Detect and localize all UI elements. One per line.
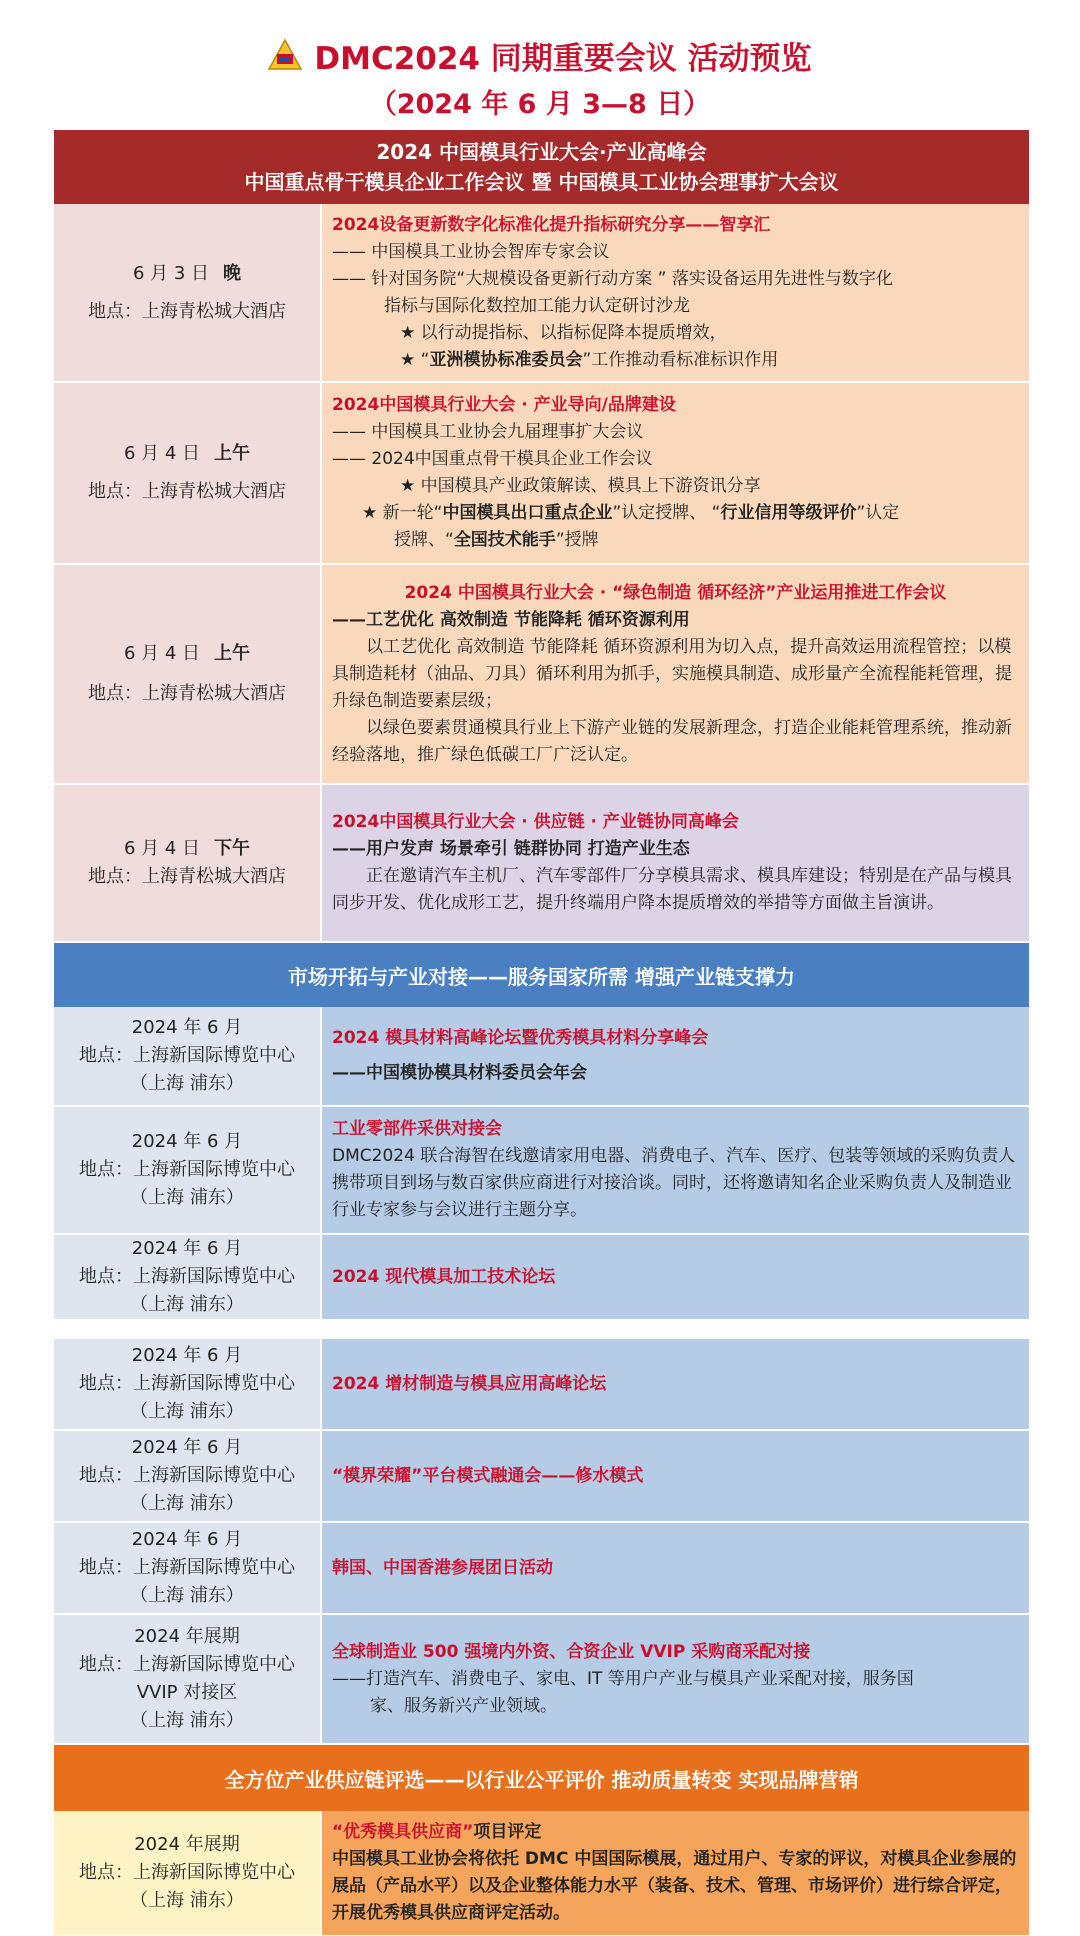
- event-heading: 韩国、中国香港参展团日活动: [332, 1557, 553, 1578]
- event-subheading: ——工艺优化 高效制造 节能降耗 循环资源利用: [332, 609, 690, 630]
- event-zone: VVIP 对接区: [136, 1682, 238, 1703]
- event-line: —— 2024中国重点骨干模具企业工作会议: [332, 449, 653, 469]
- event-paragraph: 正在邀请汽车主机厂、汽车零部件厂分享模具需求、模具库建设；特别是在产品与模具同步开发、优化成形工艺，提升终端用户降本提质增效的举措等方面做主旨演讲。: [332, 866, 1012, 913]
- event-time-venue: [54, 1339, 322, 1429]
- event-paragraph: DMC2024 联合海智在线邀请家用电器、消费电子、汽车、医疗、包装等领域的采购负责人携带项目到场与数百家供应商进行对接洽谈。同时，还将邀请知名企业采购负责人及制造业行业专家参与会议进行主题分享。: [332, 1146, 1016, 1220]
- event-text: ”认定: [856, 503, 900, 523]
- event-time-venue: [54, 785, 322, 941]
- event-heading: 2024 增材制造与模具应用高峰论坛: [332, 1373, 607, 1394]
- event-date: 2024 年 6 月: [131, 1529, 243, 1550]
- event-time-venue: [54, 1431, 322, 1521]
- band-line: 中国重点骨干模具企业工作会议 暨 中国模具工业协会理事扩大会议: [244, 170, 839, 194]
- event-date: 2024 年展期: [134, 1834, 240, 1855]
- event-time-venue: [54, 1235, 322, 1319]
- event-district: （上海 浦东）: [130, 1187, 244, 1208]
- event-district: （上海 浦东）: [130, 1890, 244, 1911]
- event-details: [322, 383, 1029, 563]
- table-row: [54, 1235, 1029, 1321]
- event-heading: “模界荣耀”平台模式融通会——修水模式: [332, 1465, 644, 1486]
- event-venue: 地点：上海新国际博览中心: [79, 1557, 295, 1578]
- event-time-venue: [54, 1811, 322, 1935]
- event-district: （上海 浦东）: [130, 1493, 244, 1514]
- event-venue: 地点：上海新国际博览中心: [79, 1465, 295, 1486]
- event-district: （上海 浦东）: [130, 1401, 244, 1422]
- event-date: 6 月 4 日: [123, 443, 201, 464]
- event-district: （上海 浦东）: [130, 1710, 244, 1731]
- event-heading: 全球制造业 500 强境内外资、合资企业 VVIP 采购商采配对接: [332, 1641, 811, 1662]
- event-paragraph: 以工艺优化 高效制造 节能降耗 循环资源利用为切入点，提升高效运用流程管控；以模具制造耗材（油品、刀具）循环利用为抓手，实施模具制造、成形量产全流程能耗管理，提升绿色制造要素层级；: [332, 636, 1012, 711]
- event-line: 家、服务新兴产业领域。: [370, 1695, 557, 1716]
- event-details: [322, 1431, 1029, 1521]
- event-details: [322, 1107, 1029, 1233]
- event-date: 2024 年 6 月: [131, 1345, 243, 1366]
- event-subheading: ——中国模协模具材料委员会年会: [332, 1063, 587, 1083]
- event-heading: 工业零部件采供对接会: [332, 1119, 502, 1139]
- event-time-venue: [54, 1523, 322, 1613]
- band-line: 2024 中国模具行业大会·产业高峰会: [376, 140, 707, 164]
- event-venue: 地点：上海新国际博览中心: [79, 1159, 295, 1180]
- event-paragraph: 以绿色要素贯通模具行业上下游产业链的发展新理念，打造企业能耗管理系统，推动新经验落地，推广绿色低碳工厂广泛认定。: [332, 717, 1012, 765]
- event-text-bold: 全国技术能手: [453, 530, 556, 550]
- event-time-venue: [54, 383, 322, 563]
- table-row: [54, 565, 1029, 785]
- table-row: [54, 1339, 1029, 1431]
- event-date: 2024 年 6 月: [131, 1017, 243, 1038]
- event-district: （上海 浦东）: [130, 1073, 244, 1094]
- event-heading: 2024中国模具行业大会 · 产业导向/品牌建设: [332, 395, 676, 415]
- event-text: ”工作推动看标准标识作用: [582, 349, 779, 370]
- section-band-conference: [54, 130, 1029, 204]
- event-heading: 2024 模具材料高峰论坛暨优秀模具材料分享峰会: [332, 1028, 709, 1048]
- event-venue: 地点：上海新国际博览中心: [79, 1266, 295, 1287]
- page-title: DMC2024 同期重要会议 活动预览: [314, 40, 812, 77]
- event-details: [322, 1811, 1029, 1935]
- event-heading: 2024 现代模具加工技术论坛: [332, 1266, 556, 1287]
- event-district: （上海 浦东）: [130, 1585, 244, 1606]
- page-header: [0, 30, 1080, 121]
- event-details: [322, 1007, 1029, 1105]
- event-text-bold: 行业信用等级评价: [720, 503, 857, 523]
- event-venue: 地点：上海青松城大酒店: [88, 866, 286, 887]
- event-venue: 地点：上海新国际博览中心: [79, 1862, 295, 1883]
- event-details: [322, 785, 1029, 941]
- table-row: [54, 1615, 1029, 1745]
- table-row: [54, 1431, 1029, 1523]
- event-text-bold: 亚洲模协标准委员会: [429, 349, 583, 370]
- event-time-venue: [54, 565, 322, 783]
- event-line: —— 中国模具工业协会九届理事扩大会议: [332, 422, 644, 442]
- event-text: ★ 新一轮“: [362, 503, 443, 523]
- event-time: 上午: [214, 443, 251, 464]
- event-venue: 地点：上海新国际博览中心: [79, 1045, 295, 1066]
- event-time-venue: [54, 1107, 322, 1233]
- section-band-market: [54, 943, 1029, 1007]
- event-line: ★ 中国模具产业政策解读、模具上下游资讯分享: [400, 476, 761, 496]
- table-row: [54, 1523, 1029, 1615]
- event-venue: 地点：上海青松城大酒店: [88, 683, 286, 704]
- event-date: 6 月 4 日: [123, 643, 201, 664]
- band-line: 全方位产业供应链评选——以行业公平评价 推动质量转变 实现品牌营销: [224, 1767, 859, 1792]
- event-details: [322, 565, 1029, 783]
- event-line: —— 针对国务院“大规模设备更新行动方案 ” 落实设备运用先进性与数字化: [332, 268, 893, 289]
- event-details: [322, 204, 1029, 381]
- event-time-venue: [54, 204, 322, 381]
- event-heading: “优秀模具供应商”: [332, 1822, 474, 1842]
- page-subtitle: （2024 年 6 月 3—8 日）: [369, 89, 711, 120]
- event-text: 授牌、“: [394, 530, 454, 550]
- table-row: [54, 204, 1029, 383]
- event-text: ”授牌: [555, 530, 599, 550]
- association-logo-icon: [268, 38, 302, 72]
- event-text: ”认定授牌、 “: [612, 503, 721, 523]
- event-details: [322, 1523, 1029, 1613]
- table-row: [54, 785, 1029, 943]
- event-date: 2024 年 6 月: [131, 1437, 243, 1458]
- event-time: 上午: [214, 643, 251, 664]
- event-details: [322, 1339, 1029, 1429]
- event-heading: 2024设备更新数字化标准化提升指标研究分享——智享汇: [332, 214, 771, 235]
- table-row: [54, 1107, 1029, 1235]
- event-time: 下午: [214, 838, 251, 859]
- event-venue: 地点：上海新国际博览中心: [79, 1654, 295, 1675]
- schedule-table: [54, 130, 1029, 1935]
- event-date: 2024 年 6 月: [131, 1238, 243, 1259]
- section-band-evaluation: [54, 1745, 1029, 1811]
- event-paragraph: 中国模具工业协会将依托 DMC 中国国际模展，通过用户、专家的评议，对模具企业参展的展品（产品水平）以及企业整体能力水平（装备、技术、管理、市场评价）进行综合评定，开展优秀模具供应商评定活动。: [332, 1849, 1017, 1923]
- event-line: ★ 以行动提指标、以指标促降本提质增效，: [400, 322, 727, 343]
- table-row: [54, 1007, 1029, 1107]
- event-line: —— 中国模具工业协会智库专家会议: [332, 241, 610, 262]
- event-line: 指标与国际化数控加工能力认定研讨沙龙: [384, 295, 690, 316]
- event-venue: 地点：上海青松城大酒店: [88, 300, 286, 322]
- section-gap: [54, 1321, 1029, 1339]
- band-line: 市场开拓与产业对接——服务国家所需 增强产业链支撑力: [288, 964, 795, 989]
- event-details: [322, 1235, 1029, 1319]
- event-subheading: ——用户发声 场景牵引 链群协同 打造产业生态: [332, 839, 690, 859]
- event-venue: 地点：上海新国际博览中心: [79, 1373, 295, 1394]
- event-time: 晚: [223, 262, 242, 284]
- event-details: [322, 1615, 1029, 1743]
- event-time-venue: [54, 1615, 322, 1743]
- event-date: 2024 年展期: [134, 1626, 240, 1647]
- event-time-venue: [54, 1007, 322, 1105]
- event-date: 2024 年 6 月: [131, 1131, 243, 1152]
- table-row: [54, 383, 1029, 565]
- event-heading: 2024 中国模具行业大会 · “绿色制造 循环经济”产业运用推进工作会议: [404, 582, 947, 603]
- event-district: （上海 浦东）: [130, 1294, 244, 1315]
- event-heading: 2024中国模具行业大会 · 供应链 · 产业链协同高峰会: [332, 812, 739, 832]
- event-venue: 地点：上海青松城大酒店: [88, 481, 286, 502]
- event-heading-suffix: 项目评定: [473, 1822, 542, 1842]
- event-text: ★ “: [400, 349, 430, 370]
- event-date: 6 月 3 日: [132, 262, 210, 284]
- event-date: 6 月 4 日: [123, 838, 201, 859]
- event-line: ——打造汽车、消费电子、家电、IT 等用户产业与模具产业采配对接，服务国: [332, 1668, 914, 1689]
- table-row: [54, 1811, 1029, 1935]
- event-text-bold: 中国模具出口重点企业: [442, 503, 613, 523]
